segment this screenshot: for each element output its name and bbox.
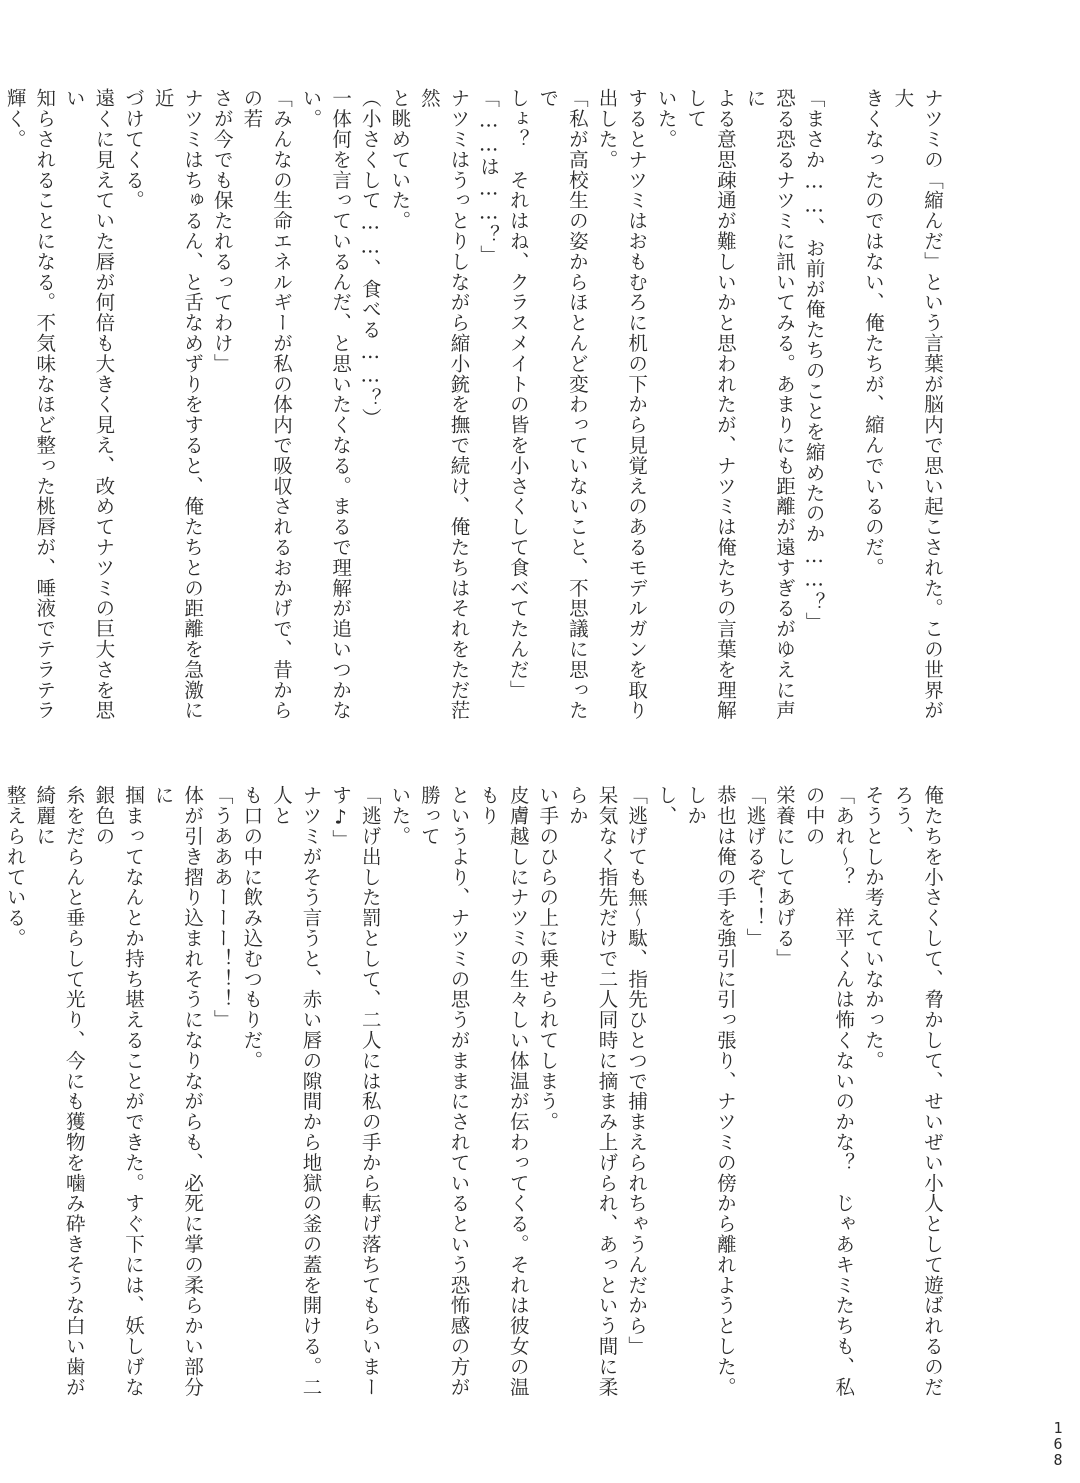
- text-line: （小さくして……、食べる……？）: [358, 88, 382, 429]
- text-line: も口の中に飲み込むつもりだ。: [240, 785, 264, 1071]
- text-line: 恐る恐るナツミに訊いてみる。あまりにも距離が遠すぎるがゆえに声に: [743, 88, 797, 721]
- text-line: 掴まってなんとか持ち堪えることができた。すぐ下には、妖しげな銀色の: [92, 785, 145, 1397]
- text-line: づけてくる。: [121, 88, 145, 211]
- page-number: 1 6 8: [1053, 1419, 1063, 1469]
- text-line: と眺めていた。: [388, 88, 412, 231]
- text-line: いた。: [654, 88, 678, 150]
- text-line: 「逃げ出した罰として、二人には私の手から転げ落ちてもらいまーす♪」: [329, 785, 382, 1397]
- text-line: 出した。: [595, 88, 619, 170]
- text-line: 糸をだらんと垂らして光り、今にも獲物を噛み砕きそうな白い歯が綺麗に: [33, 785, 86, 1397]
- text-line: きくなったのではない、俺たちが、縮んでいるのだ。: [861, 88, 885, 578]
- text-line: 「逃げても無～駄、指先ひとつで捕まえられちゃうんだから」: [625, 785, 649, 1357]
- text-line: ナツミはうっとりしながら縮小銃を撫で続け、俺たちはそれをただ茫然: [417, 88, 471, 721]
- text-line: ナツミはちゅるん、と舌なめずりをすると、俺たちとの距離を急激に近: [151, 88, 205, 721]
- text-line: 恭也は俺の手を強引に引っ張り、ナツミの傍から離れようとした。しか: [684, 785, 737, 1397]
- text-line: さが今でも保たれるってわけ」: [210, 88, 234, 374]
- text-line: 栄養にしてあげる」: [773, 785, 797, 969]
- text-line: 「みんなの生命エネルギーが私の体内で吸収されるおかげで、昔からの若: [240, 88, 293, 721]
- text-line: 一体何を言っているんだ、と思いたくなる。まるで理解が追いつかない。: [299, 88, 353, 721]
- text-line: よる意思疎通が難しいかと思われたが、ナツミは俺たちの言葉を理解して: [684, 88, 737, 721]
- text-line: そうとしか考えていなかった。: [861, 785, 885, 1071]
- text-line: し、: [654, 785, 678, 826]
- text-line: 「私が高校生の姿からほとんど変わっていないこと、不思議に思ったで: [536, 88, 589, 721]
- text-line: というより、ナツミの思うがままにされているという恐怖感の方が勝って: [417, 785, 471, 1397]
- text-line: 「うあああーーー！！！」: [210, 785, 234, 1030]
- text-line: 知らされることになる。不気味なほど整った桃唇が、唾液でテラテラ輝く。: [3, 88, 57, 721]
- text-line: ナツミの「縮んだ」という言葉が脳内で思い起こされた。この世界が大: [891, 88, 944, 721]
- text-line: しょ？ それはね、クラスメイトの皆を小さくして食べてたんだ」: [506, 88, 530, 700]
- text-line: するとナツミはおもむろに机の下から見覚えのあるモデルガンを取り: [625, 88, 649, 721]
- text-line: 体が引き摺り込まれそうになりながらも、必死に掌の柔らかい部分に: [151, 785, 205, 1397]
- text-line: 「逃げるぞ！！」: [743, 785, 767, 949]
- text-line: いた。: [388, 785, 412, 847]
- text-line: 遠くに見えていた唇が何倍も大きく見え、改めてナツミの巨大さを思い: [62, 88, 116, 721]
- text-line: [829, 88, 859, 723]
- text-column-bottom: [3, 785, 947, 1415]
- text-column-top: [3, 88, 947, 723]
- text-line: 呆気なく指先だけで二人同時に摘まみ上げられ、あっという間に柔らか: [565, 785, 619, 1397]
- text-line: 俺たちを小さくして、脅かして、せいぜい小人として遊ばれるのだろう、: [891, 785, 944, 1397]
- text-line: 「あれ～？ 祥平くんは怖くないのかな？ じゃあキミたちも、私の中の: [802, 785, 856, 1397]
- text-line: 「……は……？」: [477, 88, 501, 266]
- text-line: ナツミがそう言うと、赤い唇の隙間から地獄の釜の蓋を開ける。二人と: [269, 785, 323, 1397]
- text-line: 整えられている。: [3, 785, 27, 949]
- text-line: 皮膚越しにナツミの生々しい体温が伝わってくる。それは彼女の温もり: [477, 785, 530, 1397]
- text-line: い手のひらの上に乗せられてしまう。: [536, 785, 560, 1132]
- text-line: 「まさか……、お前が俺たちのことを縮めたのか……？」: [802, 88, 826, 633]
